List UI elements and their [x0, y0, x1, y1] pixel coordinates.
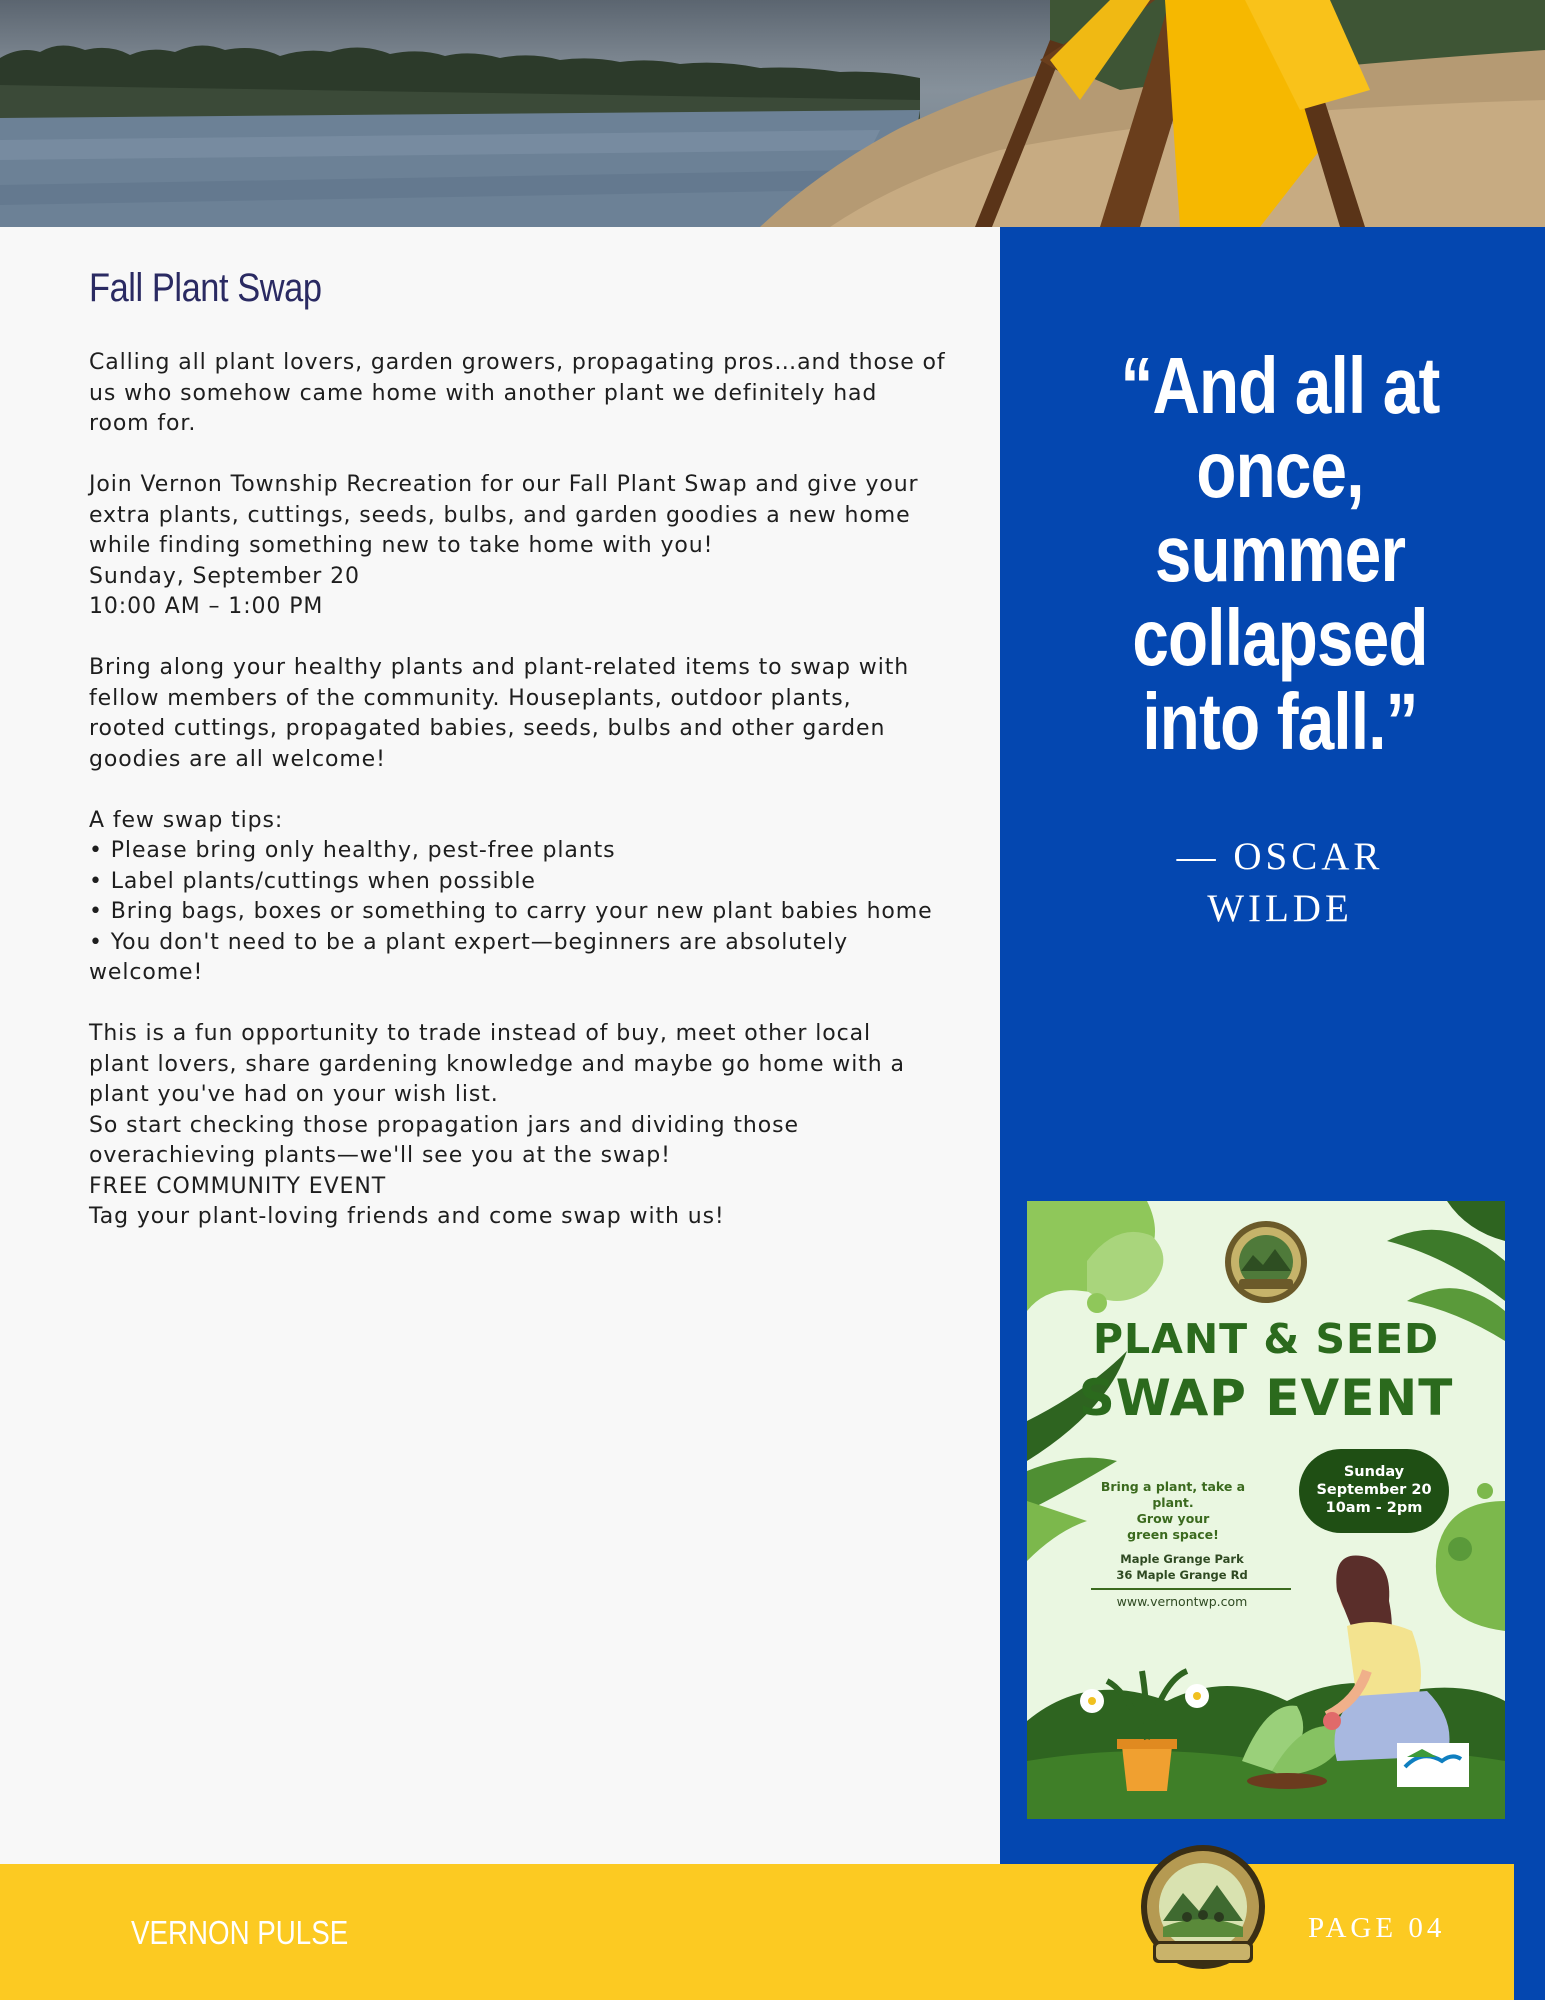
- text-line: plant you've had on your wish list.: [89, 1082, 499, 1107]
- paragraph: [89, 653, 959, 775]
- flyer-title-line2: SWAP EVENT: [1078, 1369, 1454, 1427]
- author-line: — OSCAR: [1176, 835, 1384, 878]
- quote-line: into fall.”: [1142, 677, 1418, 766]
- flyer-location: [1067, 1551, 1297, 1583]
- article-column: [0, 227, 1000, 1864]
- pull-quote: [1091, 341, 1468, 766]
- text-line: Join Vernon Township Recreation for our Fall Plant Swap and give your: [89, 472, 919, 497]
- header-photo: [0, 0, 1545, 227]
- location-line: 36 Maple Grange Rd: [1116, 1568, 1248, 1582]
- lake-beach-illustration: [0, 0, 1545, 227]
- paragraph: [89, 470, 959, 623]
- text-line: fellow members of the community. Houseplants, outdoor plants,: [89, 685, 852, 711]
- tagline-line: green space!: [1127, 1527, 1219, 1542]
- plant-swap-flyer: [1027, 1201, 1505, 1819]
- flyer-tagline: [1093, 1479, 1253, 1543]
- quote-line: “And all at: [1120, 341, 1440, 430]
- footer-logo: [1137, 1841, 1269, 1985]
- paragraph: [89, 348, 959, 440]
- article-body: [89, 348, 959, 1233]
- text-line: extra plants, cuttings, seeds, bulbs, and garden goodies a new home: [89, 502, 911, 528]
- quote-line: collapsed: [1132, 593, 1428, 682]
- text-line: us who somehow came home with another plant we definitely had: [89, 380, 878, 406]
- event-date: Sunday, September 20: [89, 563, 360, 589]
- flyer-logo: [1223, 1219, 1309, 1305]
- tagline-line: Bring a plant, take a plant.: [1100, 1479, 1246, 1510]
- flyer-url: www.vernontwp.com: [1116, 1594, 1248, 1609]
- date-line: Sunday: [1343, 1464, 1405, 1480]
- text-line: Calling all plant lovers, garden growers, propagating pros…and those of: [89, 350, 946, 375]
- text-line: room for.: [89, 411, 197, 436]
- date-line: 10am - 2pm: [1325, 1500, 1423, 1516]
- flyer-divider: [1091, 1588, 1291, 1590]
- paragraph: [89, 1019, 959, 1233]
- event-time: 10:00 AM – 1:00 PM: [89, 594, 324, 619]
- text-line: overachieving plants—we'll see you at the swap!: [89, 1143, 671, 1168]
- date-line: September 20: [1316, 1482, 1432, 1498]
- tip-item: • Bring bags, boxes or something to carry your new plant babies home: [89, 899, 933, 924]
- text-line: A few swap tips:: [89, 807, 284, 833]
- page-number: PAGE 04: [1308, 1912, 1446, 1944]
- quote-line: summer: [1154, 509, 1406, 598]
- quote-author: [1100, 831, 1460, 935]
- quote-line: once,: [1196, 425, 1364, 514]
- tip-item: • You don't need to be a plant expert—beginners are absolutely: [89, 929, 848, 955]
- free-event-label: FREE COMMUNITY EVENT: [89, 1173, 387, 1199]
- page-footer: [0, 1864, 1545, 2000]
- tip-item: • Label plants/cuttings when possible: [89, 868, 536, 894]
- publication-name: VERNON PULSE: [131, 1914, 349, 1951]
- article-title: Fall Plant Swap: [89, 266, 322, 310]
- text-line: This is a fun opportunity to trade instead of buy, meet other local: [89, 1021, 872, 1046]
- text-line: welcome!: [89, 960, 204, 985]
- text-line: rooted cuttings, propagated babies, seeds, bulbs and other garden: [89, 716, 886, 741]
- location-line: Maple Grange Park: [1120, 1552, 1244, 1566]
- tip-item: • Please bring only healthy, pest-free plants: [89, 838, 616, 863]
- swap-tips: [89, 806, 959, 989]
- text-line: goodies are all welcome!: [89, 746, 386, 772]
- text-line: while finding something new to take home with you!: [89, 533, 714, 558]
- recreation-seal-icon: [1137, 1841, 1269, 1981]
- tagline-line: Grow your: [1136, 1511, 1210, 1526]
- text-line: plant lovers, share gardening knowledge and maybe go home with a: [89, 1051, 905, 1077]
- text-line: Bring along your healthy plants and plant-related items to swap with: [89, 655, 910, 680]
- flyer-date-badge: [1299, 1449, 1449, 1533]
- text-line: So start checking those propagation jars and dividing those: [89, 1112, 799, 1138]
- text-line: Tag your plant-loving friends and come swap with us!: [89, 1204, 725, 1229]
- footer-accent-strip: [1514, 1864, 1545, 2000]
- flyer-title-line1: PLANT & SEED: [1092, 1315, 1440, 1363]
- author-line: WILDE: [1207, 887, 1353, 930]
- recreation-seal-icon: [1223, 1219, 1309, 1305]
